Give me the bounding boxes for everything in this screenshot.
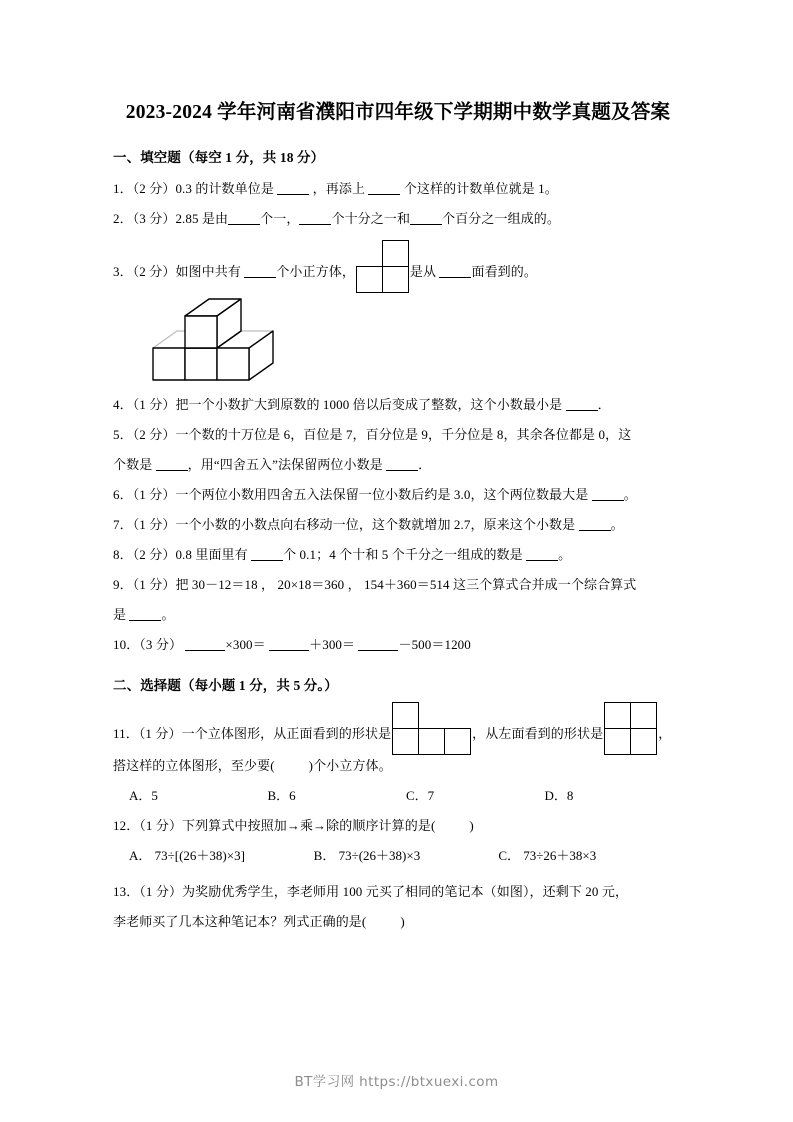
question-6-text-a: 6．（1 分）一个两位小数用四舍五入法保留一位小数后约是 3.0，这个两位数最大是 (113, 487, 589, 502)
isometric-four-cubes-figure (125, 291, 305, 386)
question-2-text-b: 个一， (260, 211, 300, 226)
answer-blank[interactable] (592, 488, 624, 501)
question-11-line-2 (113, 751, 683, 781)
section-heading-multiple-choice: 二、选择题（每小题 1 分，共 5 分。） (113, 678, 338, 693)
question-12-text-a: 12．（1 分）下列算式中按照加→乘→除的顺序计算的是( (113, 818, 436, 833)
question-12-text-b: ) (469, 818, 474, 833)
question-9-text-a: 9．（1 分）把 30－12＝18 ， 20×18＝360 ， 154＋360＝514 这三个算式合并成一个综合算式 (113, 577, 637, 592)
answer-blank[interactable] (566, 398, 598, 411)
question-2 (113, 204, 683, 234)
question-10-text-c: ＋300＝ (309, 637, 356, 652)
question-8-text-a: 8．（2 分）0.8 里面里有 (113, 547, 248, 562)
spacer (113, 660, 683, 666)
question-5-line-2 (113, 450, 683, 480)
footer-watermark: BT学习网 https://btxuexi.com (294, 1074, 499, 1090)
question-5-text-d: ． (418, 457, 432, 472)
answer-blank[interactable] (368, 182, 400, 195)
question-11-line-1 (113, 702, 683, 751)
question-10 (113, 630, 683, 660)
question-3-text-c: 是从 (409, 264, 437, 279)
question-11 (113, 702, 683, 781)
question-10-text-d: －500＝1200 (398, 637, 471, 652)
answer-blank[interactable] (244, 265, 276, 278)
answer-blank[interactable] (439, 265, 471, 278)
question-11-text-d: 搭这样的立体图形，至少要( (113, 758, 275, 773)
section-heading-fill-in-blank: 一、填空题（每空 1 分，共 18 分） (113, 150, 325, 165)
question-3 (113, 240, 683, 289)
option-a[interactable]: A． 73÷[(26＋38)×3] (129, 848, 245, 863)
question-4-text-b: ． (597, 397, 611, 412)
question-9-text-b: 是 (113, 607, 127, 622)
question-9 (113, 570, 683, 630)
question-5-text-c: ，用“四舍五入”法保留两位小数是 (187, 457, 383, 472)
question-2-text-a: 2．（3 分）2.85 是由 (113, 211, 229, 226)
square-cell (418, 728, 445, 755)
question-3-text-d: 面看到的。 (471, 264, 537, 279)
square-cell (604, 728, 631, 755)
question-13-line-2 (113, 907, 683, 937)
square-cell (356, 266, 383, 293)
answer-blank[interactable] (299, 212, 331, 225)
answer-blank[interactable] (526, 548, 558, 561)
two-by-two-grid-figure (604, 702, 657, 755)
question-3-text-b: 个小正方体， (276, 264, 355, 279)
answer-blank[interactable] (129, 608, 161, 621)
question-4-text-a: 4．（1 分）把一个小数扩大到原数的 1000 倍以后变成了整数，这个小数最小是 (113, 397, 563, 412)
option-c[interactable]: C． 73÷26＋38×3 (498, 848, 597, 863)
question-10-text-a: 10．（3 分） (113, 637, 183, 652)
square-cell (444, 728, 471, 755)
page-title: 2023-2024 学年河南省濮阳市四年级下学期期中数学真题及答案 (125, 102, 671, 123)
square-cell (392, 702, 419, 729)
question-1-text-b: ，再添上 (312, 181, 366, 196)
square-cell (382, 240, 409, 267)
question-5-text-b: 个数是 (113, 457, 153, 472)
question-13 (113, 877, 683, 937)
square-cell (382, 266, 409, 293)
l-shape-three-squares-figure (356, 240, 409, 293)
option-a[interactable]: A．5 (129, 788, 158, 803)
question-13-text-b: 李老师买了几本这种笔记本？列式正确的是( (113, 914, 367, 929)
question-12-options (113, 841, 683, 871)
question-6 (113, 480, 683, 510)
option-c[interactable]: C．7 (406, 788, 435, 803)
l-shape-four-squares-figure (392, 702, 471, 755)
question-1 (113, 174, 683, 204)
option-b[interactable]: B．6 (267, 788, 296, 803)
question-5-text-a: 5．（2 分）一个数的十万位是 6，百位是 7，百分位是 9，千分位是 8，其余各位都是 0，这 (113, 427, 632, 442)
question-7 (113, 510, 683, 540)
question-7-text-b: 。 (610, 517, 624, 532)
answer-blank[interactable] (269, 638, 309, 651)
question-1-text-c: 个这样的计数单位就是 1。 (403, 181, 558, 196)
answer-blank[interactable] (358, 638, 398, 651)
question-10-text-b: ×300＝ (225, 637, 266, 652)
answer-blank[interactable] (156, 458, 188, 471)
question-13-text-c: ) (400, 914, 405, 929)
question-11-text-c: ， (658, 726, 672, 741)
question-13-text-a: 13．（1 分）为奖励优秀学生，李老师用 100 元买了相同的笔记本（如图），还剩下 20 元， (113, 884, 629, 899)
question-2-text-d: 个百分之一组成的。 (442, 211, 560, 226)
option-d[interactable]: D．8 (544, 788, 574, 803)
answer-blank[interactable] (251, 548, 283, 561)
answer-blank[interactable] (277, 182, 309, 195)
question-7-text-a: 7．（1 分）一个小数的小数点向右移动一位，这个数就增加 2.7，原来这个小数是 (113, 517, 576, 532)
answer-blank[interactable] (410, 212, 442, 225)
page-content (113, 96, 683, 937)
question-8-text-b: 个 0.1；4 个十和 5 个千分之一组成的数是 (283, 547, 523, 562)
square-cell (630, 702, 657, 729)
square-cell (604, 702, 631, 729)
question-9-text-c: 。 (161, 607, 175, 622)
answer-blank[interactable] (185, 638, 225, 651)
question-4 (113, 390, 683, 420)
square-cell (630, 728, 657, 755)
question-8 (113, 540, 683, 570)
question-5 (113, 420, 683, 480)
question-9-line-2 (113, 600, 683, 630)
question-11-text-e: )个小立方体。 (308, 758, 392, 773)
square-cell (392, 728, 419, 755)
question-12 (113, 811, 683, 841)
answer-blank[interactable] (579, 518, 611, 531)
question-6-text-b: 。 (623, 487, 637, 502)
question-2-text-c: 个十分之一和 (331, 211, 411, 226)
answer-blank[interactable] (386, 458, 418, 471)
answer-blank[interactable] (228, 212, 260, 225)
question-8-text-c: 。 (558, 547, 572, 562)
question-1-text-a: 1．（2 分）0.3 的计数单位是 (113, 181, 274, 196)
question-3-text-a: 3．（2 分）如图中共有 (113, 264, 241, 279)
question-11-options (113, 781, 683, 811)
option-b[interactable]: B． 73÷(26＋38)×3 (313, 848, 421, 863)
question-11-text-a: 11．（1 分）一个立体图形，从正面看到的形状是 (113, 726, 392, 741)
question-11-text-b: ，从左面看到的形状是 (472, 726, 604, 741)
